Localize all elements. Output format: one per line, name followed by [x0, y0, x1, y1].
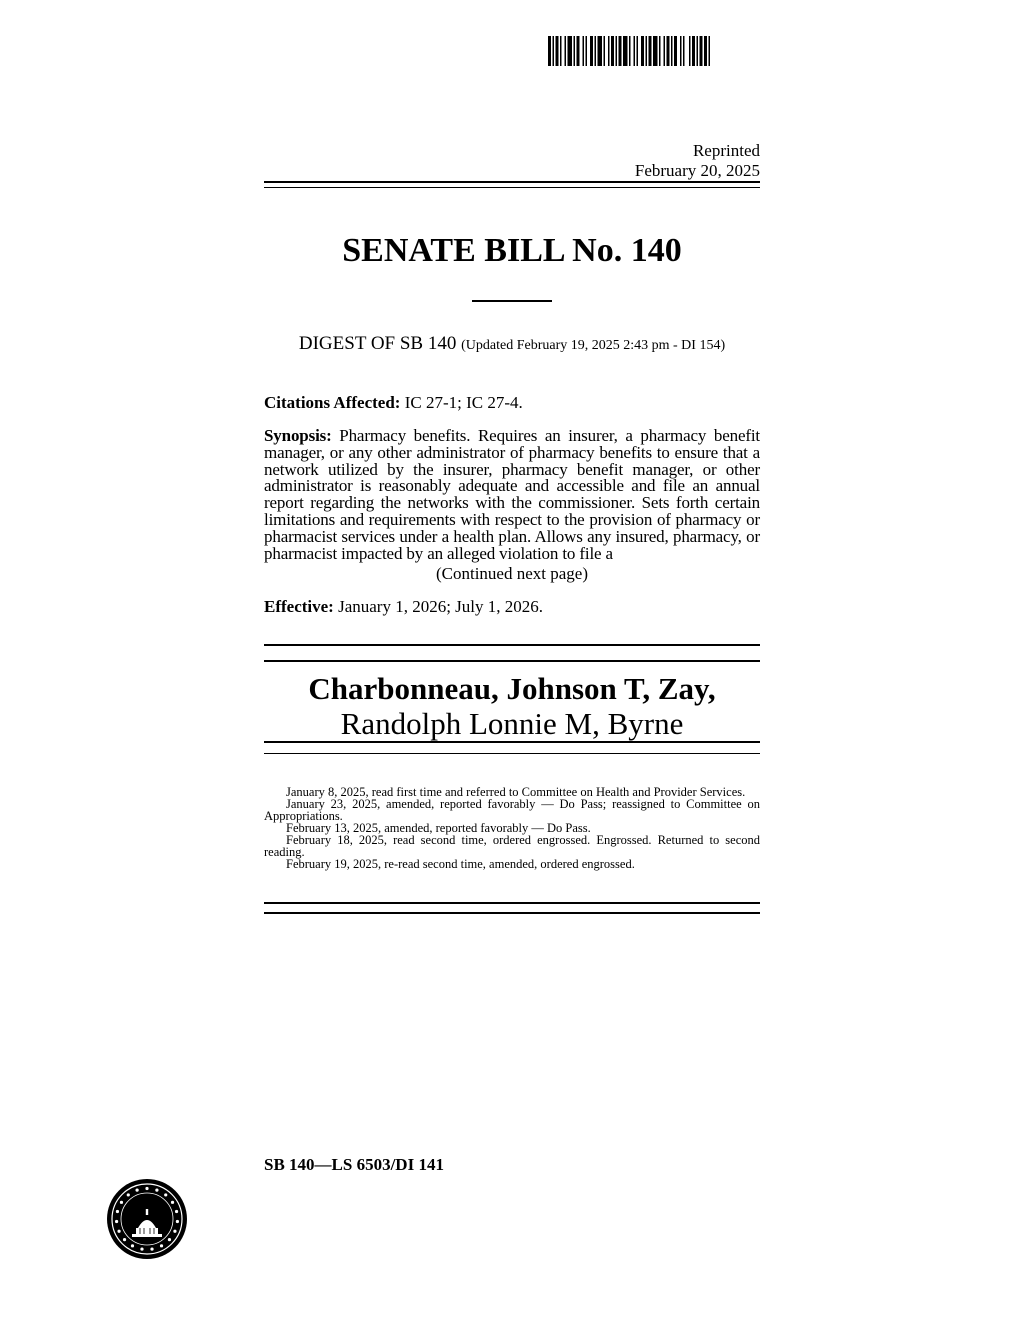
digest-heading: [240, 332, 784, 358]
effective-label: Effective:: [264, 597, 334, 616]
header-rule-thick: [264, 181, 760, 183]
history-entry: January 8, 2025, read first time and referred to Committee on Health and Provider Services.: [286, 785, 746, 799]
citations-label: Citations Affected:: [264, 393, 401, 412]
authors-primary: Charbonneau, Johnson T, Zay,: [308, 671, 716, 706]
digest-label: DIGEST OF SB 140: [298, 333, 457, 354]
history-entry: February 19, 2025, re-read second time, amended, ordered engrossed.: [286, 857, 635, 871]
effective-value: January 1, 2026; July 1, 2026.: [338, 597, 544, 616]
header-rule-thin: [264, 187, 760, 188]
history-entry: January 23, 2025, amended, reported favorably — Do Pass; reassigned to Committee on Appropriations.: [264, 797, 760, 823]
effective-dates: [264, 597, 760, 617]
authors-rule-bottom-2: [264, 753, 760, 754]
synopsis-label: Synopsis:: [264, 426, 332, 445]
citations-affected: [264, 393, 760, 413]
digest-updated: (Updated February 19, 2025 2:43 pm - DI 154): [461, 338, 726, 353]
reprint-date: February 20, 2025: [634, 161, 760, 180]
authors-rule-bottom-1: [264, 741, 760, 743]
continued-note: (Continued next page): [435, 564, 588, 583]
synopsis: [264, 428, 760, 562]
reprint-header: [520, 141, 760, 181]
legislative-history: [264, 786, 760, 870]
reprint-label: Reprinted: [692, 141, 760, 160]
indiana-statehouse-seal-icon: [106, 1178, 188, 1260]
history-entry: February 13, 2025, amended, reported favorably — Do Pass.: [286, 821, 591, 835]
bill-title: SENATE BILL No. 140: [342, 232, 682, 269]
history-rule-1: [264, 902, 760, 904]
authors-rule-top-2: [264, 660, 760, 662]
authors-secondary: Randolph Lonnie M, Byrne: [340, 706, 684, 741]
footer-bill-id: SB 140—LS 6503/DI 141: [264, 1155, 444, 1174]
authors-rule-top-1: [264, 644, 760, 646]
history-entry: February 18, 2025, read second time, ordered engrossed. Engrossed. Returned to second reading.: [264, 833, 760, 859]
title-divider: [472, 300, 552, 302]
barcode-icon: [548, 36, 784, 66]
synopsis-text: Pharmacy benefits. Requires an insurer, a pharmacy benefit manager, or any other administrator of pharmacy benefits to ensure that a network utilized by the insurer, pharmacy benefit manager, or other administrator is reasonably adequate and accessible and file an annual report regarding the networks with the commissioner. Sets forth certain limitations and requirements with respect to the provision of pharmacy or pharmacist services under a health plan. Allows any insured, pharmacy, or pharmacist impacted by an alleged violation to file a: [264, 426, 760, 563]
citations-value: IC 27-1; IC 27-4.: [404, 393, 523, 412]
history-rule-2: [264, 912, 760, 914]
